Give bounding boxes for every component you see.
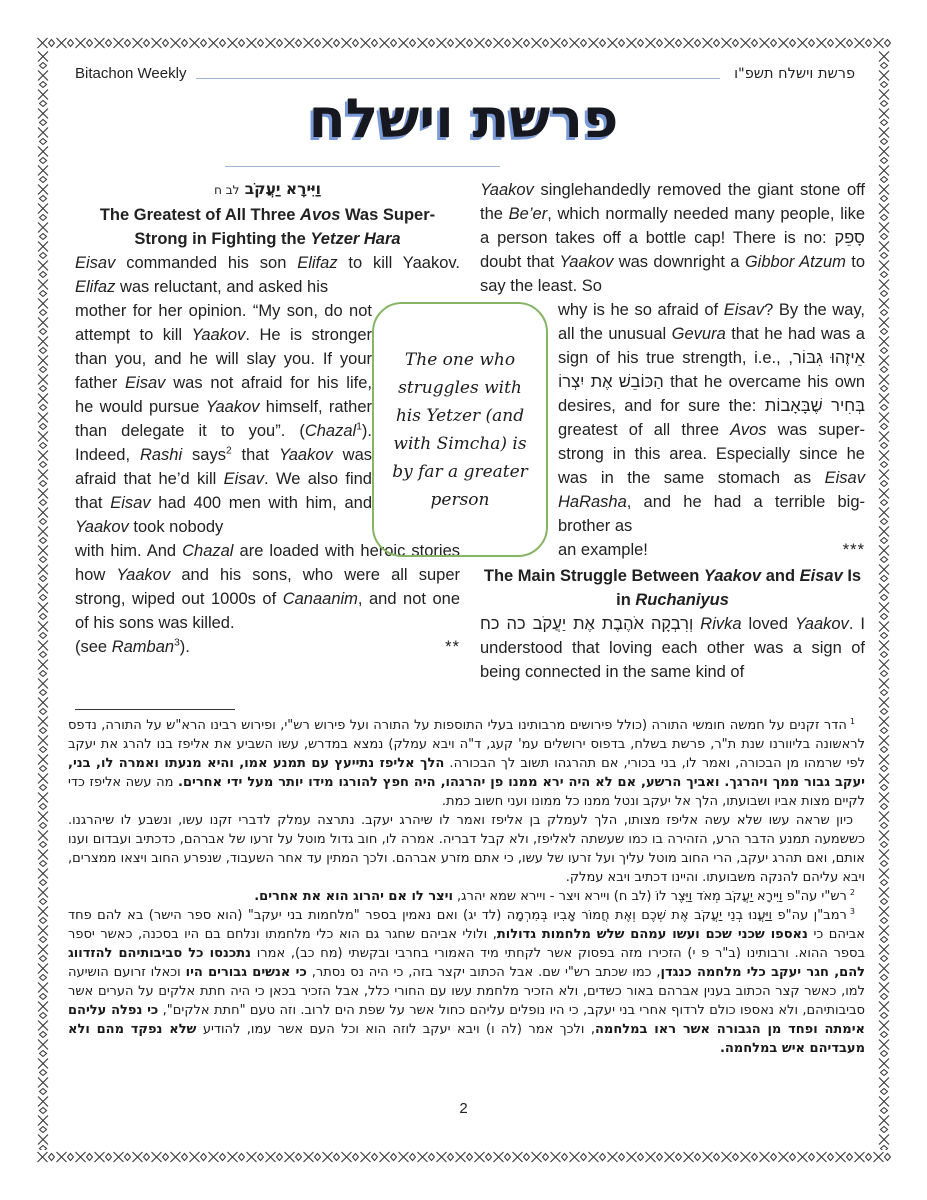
footnote-3-number: 3 xyxy=(849,906,855,916)
footnote-1-number: 1 xyxy=(849,716,855,726)
left-paragraph-c: with him. And Chazal are loaded with heroic stories how Yaakov and his sons, who were all super strong, wiped out 1000s of Canaanim, and not one of his sons was killed. xyxy=(75,542,460,632)
example-text: an example! xyxy=(558,541,648,559)
border-right xyxy=(877,50,891,1150)
pasuk-citation xyxy=(75,178,460,201)
right-paragraph-tail xyxy=(558,538,865,562)
footnote-1-para-1 xyxy=(68,716,865,811)
border-bottom xyxy=(36,1150,891,1164)
footnote-1-text-1: הדר זקנים על חמשה חומשי התורה (כולל פירושים מרבותינו בעלי התוספות על התורה ועל פירוש רש"י, ופירוש רבינו הרא"ש על התורה, נדפס לראשונה בליוורנו שנת ת"ר, פרשת בשלח, בדפוס ירושלים עמ' קעג, ד"ה ויבא עמלק) נמצא במדרש, עשו השביע את אליפז בנו להרג את יעקב לפי שרמהו מן הבכורה, ואמר לו, בני בכורי, אם תהרגהו תשוב לך הבכורה. הלך אליפז נתייעץ עם תמנע אמו, והיא מנעתו ואמרה לו, בני, יעקב גבור ממך ויהרגך. ואביך הרשע, אם לא היה ירא ממנו פן יהרגהו, היה חפץ להורגו מידו יותר מעל ידי אחרים. מה עשה אליפז כדי לקיים מצות אביו ושבועתו, הלך אל יעקב ונטל ממנו כל ממונו ועני חשוב כמת. xyxy=(68,718,865,809)
section-heading-2: The Main Struggle Between Yaakov and Eisav Is in Ruchaniyus xyxy=(483,567,862,609)
pull-quote-box xyxy=(372,302,548,557)
page-number: 2 xyxy=(459,1100,468,1117)
section-end-mark-2: *** xyxy=(842,541,865,559)
section-end-mark: ** xyxy=(445,638,460,656)
left-paragraph-tail xyxy=(75,635,460,659)
border-left xyxy=(36,50,50,1150)
pasuk-text: וַיִּירָא יַעֲקֹב xyxy=(244,180,321,198)
title-rule xyxy=(225,166,500,167)
page-title: פרשת וישלח xyxy=(308,86,619,150)
footnote-separator xyxy=(75,709,235,710)
footnote-2-text: רש"י עה"פ וַיִּירָא יַעֲקֹב מְאֹד וַיֵּצֶר לוֹ (לב ח) ויירא ויצר - ויירא שמא יהרג, ויצר לו אם יהרוג הוא את אחרים. xyxy=(254,889,847,904)
footnote-3-text: רמב"ן עה"פ וַיַּעֲנוּ בְנֵי יַעֲקֹב אֶת שְׁכֶם וְאֶת חֲמוֹר אָבִיו בְּמִרְמָה (לד יג) ואם נאמין בספר "מלחמות בני יעקב" (הוא ספר הישר) בא להם פחד אביהם כי נאספו שכני שכם ועשו עמהם שלש מלחמות גדולות, ולולי אביהם שחגר גם הוא כלי מלחמתו ונלחם בם היו בסכנה, כאשר יספר בספר ההוא. ורבותינו (ב"ר פ י) הזכירו מזה בפסוק אשר לקחתי מיד האמורי בחרבי ובקשתי (מח כב), אמרו נתכנסו כל סביבותיהם להזדווג להם, חגר יעקב כלי מלחמה כנגדן, כמו שכתב רש"י שם. אבל הכתוב יקצר בזה, כי היה נס נסתר, כי אנשים גבורים היו וכאלו זרועם הושיעה למו, כאשר קצר הכתוב בענין אברהם באור כשדים, ולא הזכיר מלחמת עשו עם החורי כלל, אבל הזכיר בכאן כי היה חתת אלקים על הערים אשר סביבותיהם, ולא נאספו כולם לרדוף אחרי בני יעקב, כי היו נופלים עליהם כחול אשר על שפת הים לרוב. וזה טעם "חתת אלקים", כי נפלה עליהם אימתה ופחד מן הגבורה אשר ראו במלחמה, ולכך אמר (לה ו) ויבא יעקב לוזה הוא וכל העם אשר עמו, להודיע שלא נפקד מהם ולא מעבדיהם איש במלחמה. xyxy=(68,908,866,1056)
issue-label: פרשת וישלח תשפ"ו xyxy=(734,66,855,82)
right-paragraph-b: why is he so afraid of Eisav? By the way, all the unusual Gevura that he had was a sign of his true strength, i.e., אֵיזֶהוּ גִבּוֹר, הַכּוֹבֵשׁ אֶת יִצְרוֹ that he overcame his own desires, and for sure the: בְּחִיר שֶׁבָּאָבוֹת greatest of all three Avos was super-strong in this area. Especially since he was in the same stomach as Eisav HaRasha, and he had a terrible big-brother as xyxy=(558,301,866,535)
left-paragraph-b: mother for her opinion. “My son, do not attempt to kill Yaakov. He is stronger than you, and he will slay you. If your father Eisav was not afraid for his life, he would pursue Yaakov himself, rather than delegate it to you”. (Chazal$^1$). Indeed, Rashi says$^2$ that Yaakov was afraid that he’d kill Eisav. We also find that Eisav had 400 men with him, and Yaakov took nobody xyxy=(75,302,372,536)
border-top xyxy=(36,36,891,50)
pull-quote-text: The one who struggles with his Yetzer (and with Simcha) is by far a greater person xyxy=(392,349,528,510)
footnote-1-text-2: כיון שראה עשו שלא עשה אליפז מצותו, הלך לעמלק בן אליפז ואמר לו שיהרג יעקב. נתרצה עמלק לדברי זקנו עשו, ונשבע לו שיהרגנו. כששמעה תמנע הדבר הרע, הזהירה בו כמו שעשתה לאליפז, ולא קבל דבריה. אמרה לו, חוב גדול מוטל על זרעו של אברהם, כדכתיב ועבדום וענו אותם, ואם תהרג יעקב, הרי החוב מוטל עליך ועל זרעו של עשו, כי אתם מזרע אברהם. ולכך המתין עד אחר השעבוד, שנפרע החוב ויצאו ממצרים, ויבא עליהם להנקה משבועתו. והיינו דכתיב ויבא עמלק. xyxy=(68,813,865,885)
footnote-2-para-1 xyxy=(68,887,865,906)
right-paragraph-a: Yaakov singlehandedly removed the giant stone off the Be’er, which normally needed many people, like a person takes off a bottle cap! There is no: סָפֵק doubt that Yaakov was downright a Gibbor Atzum to say the least. So xyxy=(480,181,865,295)
section-heading-1: The Greatest of All Three Avos Was Super-Strong in Fighting the Yetzer Hara xyxy=(99,206,436,248)
publication-name: Bitachon Weekly xyxy=(75,65,187,82)
see-ramban-note: (see Ramban$^3$). xyxy=(75,637,190,656)
footnote-3-para-1 xyxy=(68,906,865,1058)
footnote-2-number: 2 xyxy=(849,887,855,897)
footnotes-section xyxy=(68,716,865,1058)
page-header xyxy=(75,64,855,82)
footnote-1-para-2 xyxy=(68,811,865,887)
header-rule xyxy=(196,64,720,79)
pasuk-ref: לב ח xyxy=(214,183,240,197)
right-paragraph-c: וְרִבְקָה אֹהֶבֶת אֶת יַעֲקֹב כה כח Rivka loved Yaakov. I understood that loving each other was a sign of being connected in the same kind of xyxy=(480,615,865,681)
left-paragraph-a: Eisav commanded his son Elifaz to kill Yaakov. Elifaz was reluctant, and asked his xyxy=(75,254,460,296)
